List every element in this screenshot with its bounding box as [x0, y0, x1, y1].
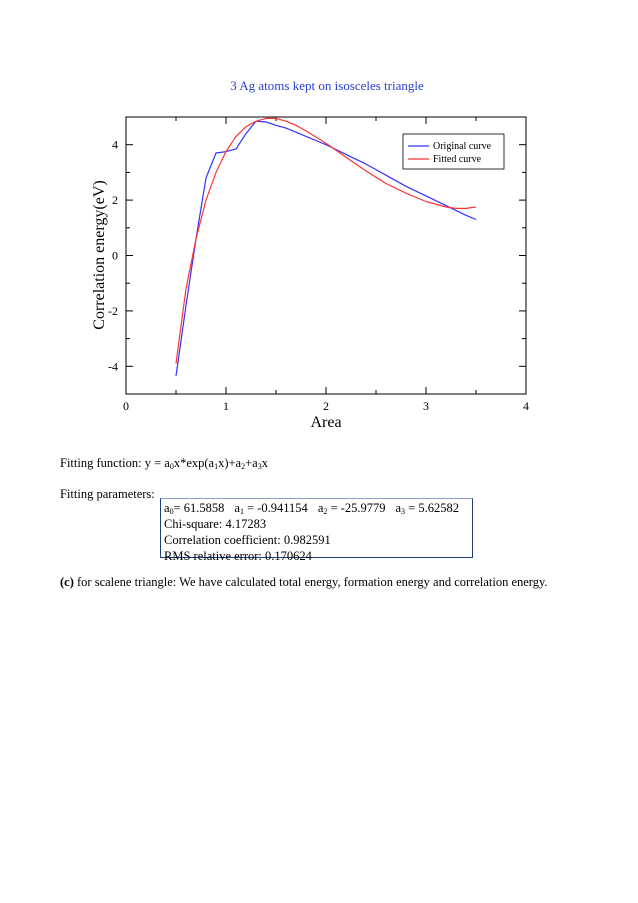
a0-value: = 61.5858	[173, 501, 225, 515]
correlation-coefficient: Correlation coefficient: 0.982591	[164, 533, 331, 547]
coefficients-line	[164, 501, 459, 516]
fitting-parameters-label: Fitting parameters:	[60, 487, 155, 501]
y-axis-label: Correlation energy(eV)	[91, 180, 108, 330]
ff-sub3: 3	[257, 462, 262, 471]
y-tick-label: 4	[112, 137, 118, 152]
rms-relative-error: RMS relative error: 0.170624	[164, 549, 312, 563]
legend	[403, 134, 504, 169]
a1-value: = -0.941154	[243, 501, 308, 515]
a2-value: = -25.9779	[327, 501, 386, 515]
ff-mid2: x)+a	[218, 456, 242, 470]
x-tick-labels	[123, 399, 529, 413]
a0-sub: 0	[169, 507, 174, 516]
x-tick-label: 0	[123, 399, 129, 413]
chart-title: 3 Ag atoms kept on isosceles triangle	[230, 78, 424, 93]
a3-label: a	[395, 501, 402, 515]
ff-prefix: Fitting function: y = a	[60, 456, 170, 470]
x-tick-label: 3	[423, 399, 429, 413]
y-tick-labels	[108, 138, 118, 374]
legend-label-fitted: Fitted curve	[433, 154, 482, 165]
chi-square: Chi-square: 4.17283	[164, 517, 267, 531]
a0-label: a	[164, 501, 170, 515]
x-axis-label: Area	[310, 414, 342, 431]
ff-mid3: +a	[245, 456, 258, 470]
y-tick-label: -2	[108, 303, 118, 318]
section-c-text: for scalene triangle: We have calculated total energy, formation energy and correlation energy.	[73, 575, 548, 589]
a3-value: = 5.62582	[405, 501, 459, 515]
a2-sub: 2	[323, 507, 328, 516]
ff-sub0: 0	[169, 462, 174, 471]
ff-sub1: 1	[214, 462, 219, 471]
section-c-label: (c)	[60, 575, 74, 589]
fitting-function	[60, 456, 268, 471]
x-tick-label: 4	[523, 399, 529, 413]
x-tick-label: 1	[223, 399, 229, 413]
section-c-paragraph	[60, 575, 548, 590]
a3-sub: 3	[401, 507, 406, 516]
x-tick-label: 2	[323, 399, 329, 413]
a1-sub: 1	[239, 507, 244, 516]
ff-sub2: 2	[241, 462, 246, 471]
y-tick-label: 2	[112, 193, 118, 208]
legend-label-original: Original curve	[433, 141, 492, 152]
correlation-energy-chart	[60, 72, 560, 444]
y-tick-label: 0	[112, 248, 118, 263]
ff-mid1: x*exp(a	[173, 456, 215, 470]
a2-label: a	[317, 501, 324, 515]
ff-end: x	[261, 456, 268, 470]
a1-label: a	[234, 501, 240, 515]
y-tick-label: -4	[108, 359, 118, 374]
